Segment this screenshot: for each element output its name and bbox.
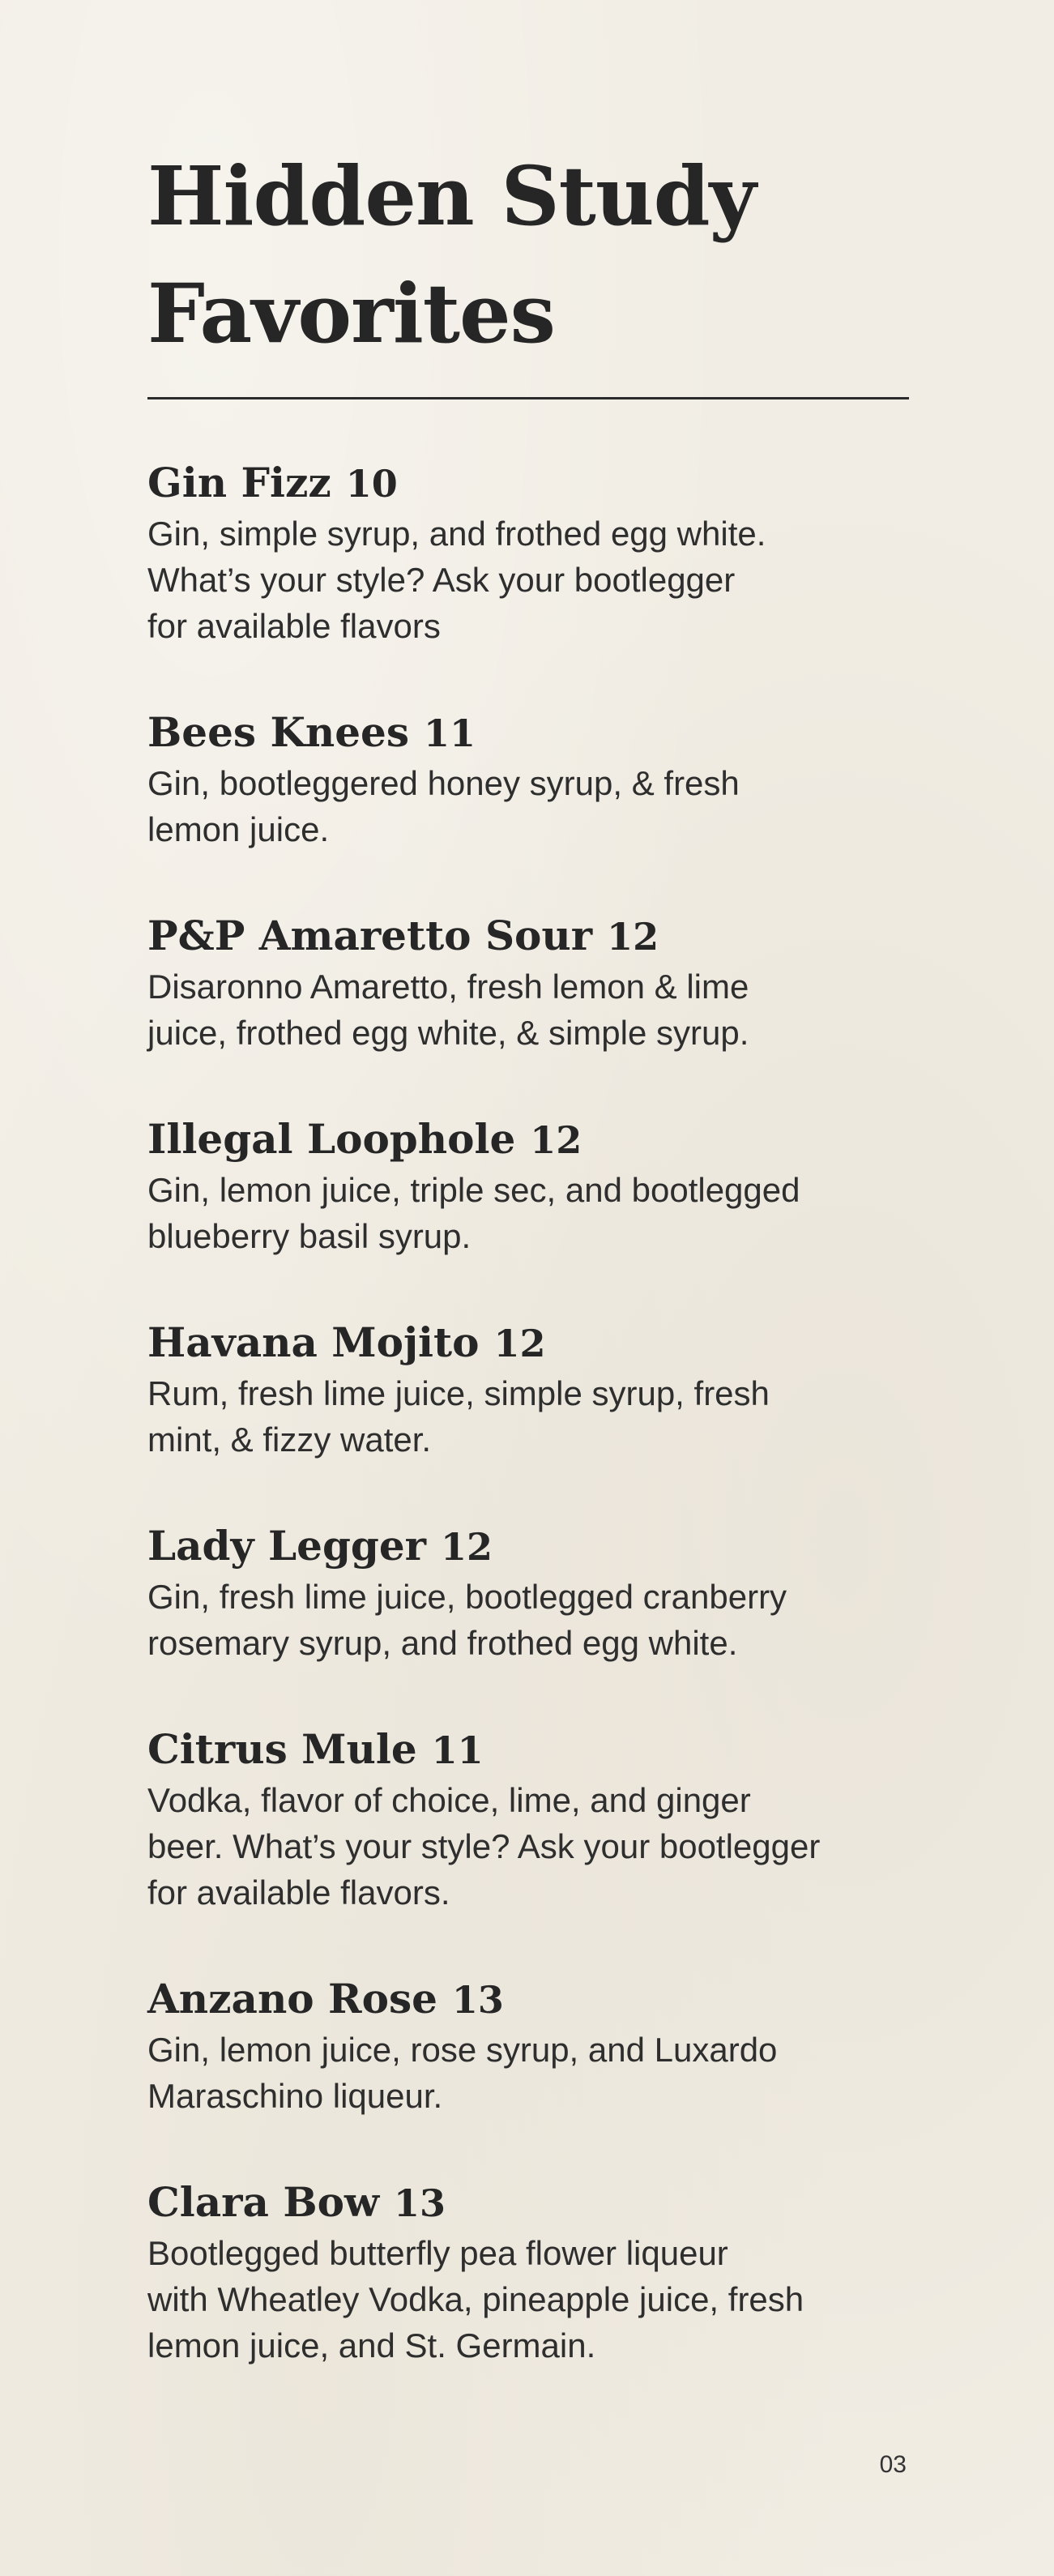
menu-item-description (147, 1777, 909, 1916)
menu-item-amaretto-sour (147, 911, 909, 1056)
menu-item-price: 11 (424, 711, 476, 755)
menu-item-name: Gin Fizz (147, 459, 331, 506)
description-line: rosemary syrup, and frothed egg white. (147, 1624, 738, 1662)
description-line: with Wheatley Vodka, pineapple juice, fresh (147, 2280, 804, 2318)
menu-item-description (147, 963, 909, 1056)
menu-item-price: 13 (451, 1978, 504, 2022)
menu-item-name: Illegal Loophole (147, 1115, 516, 1163)
menu-item-heading (147, 911, 909, 962)
menu-item-havana-mojito (147, 1318, 909, 1463)
description-line: Gin, bootleggered honey syrup, & fresh (147, 764, 740, 802)
description-line: juice, frothed egg white, & simple syrup. (147, 1014, 749, 1052)
description-line: Maraschino liqueur. (147, 2077, 443, 2115)
menu-title (147, 138, 909, 373)
description-line: mint, & fizzy water. (147, 1420, 432, 1459)
description-line: Gin, lemon juice, rose syrup, and Luxardo (147, 2031, 778, 2069)
menu-item-price: 12 (441, 1525, 493, 1569)
menu-item-description (147, 2027, 909, 2119)
description-line: Gin, lemon juice, triple sec, and bootlegged (147, 1171, 800, 1209)
menu-list (147, 458, 909, 2369)
menu-item-lady-legger (147, 1521, 909, 1666)
menu-item-price: 12 (607, 915, 659, 959)
menu-page (147, 138, 909, 2427)
menu-item-price: 11 (431, 1728, 484, 1772)
description-line: blueberry basil syrup. (147, 1217, 472, 1255)
menu-item-heading (147, 1724, 909, 1775)
menu-item-clara-bow (147, 2177, 909, 2369)
description-line: lemon juice. (147, 810, 330, 848)
description-line: Rum, fresh lime juice, simple syrup, fresh (147, 1374, 770, 1412)
description-line: What’s your style? Ask your bootlegger (147, 561, 736, 599)
menu-title-line: Favorites (147, 266, 555, 361)
menu-item-heading (147, 1974, 909, 2025)
description-line: Vodka, flavor of choice, lime, and ginger (147, 1781, 751, 1819)
menu-item-citrus-mule (147, 1724, 909, 1916)
menu-title-line: Hidden Study (147, 148, 756, 244)
menu-item-name: Lady Legger (147, 1522, 427, 1570)
menu-item-bees-knees (147, 707, 909, 852)
page-number: 03 (879, 2451, 907, 2478)
description-line: Bootlegged butterfly pea flower liqueur (147, 2234, 728, 2272)
menu-item-name: Havana Mojito (147, 1318, 480, 1366)
menu-item-description (147, 2230, 909, 2369)
menu-item-heading (147, 707, 909, 758)
description-line: Disaronno Amaretto, fresh lemon & lime (147, 968, 749, 1006)
menu-item-price: 10 (345, 462, 398, 506)
menu-item-gin-fizz (147, 458, 909, 649)
title-divider (147, 397, 909, 399)
menu-item-illegal-loophole (147, 1114, 909, 1259)
menu-item-description (147, 1370, 909, 1463)
menu-item-anzano-rose (147, 1974, 909, 2119)
menu-item-heading (147, 1114, 909, 1165)
menu-item-name: Anzano Rose (147, 1975, 437, 2023)
menu-item-name: P&P Amaretto Sour (147, 912, 593, 959)
menu-item-description (147, 511, 909, 649)
menu-item-name: Citrus Mule (147, 1725, 417, 1773)
menu-item-description (147, 1167, 909, 1259)
description-line: Gin, simple syrup, and frothed egg white. (147, 515, 766, 553)
menu-item-heading (147, 2177, 909, 2228)
description-line: for available flavors. (147, 1873, 450, 1912)
description-line: lemon juice, and St. Germain. (147, 2326, 596, 2365)
description-line: beer. What’s your style? Ask your bootlegger (147, 1827, 821, 1865)
menu-item-price: 12 (530, 1118, 582, 1162)
menu-item-price: 12 (493, 1322, 546, 1365)
menu-item-heading (147, 1318, 909, 1369)
menu-item-description (147, 760, 909, 852)
menu-item-name: Bees Knees (147, 708, 410, 756)
menu-item-name: Clara Bow (147, 2178, 379, 2226)
menu-item-heading (147, 1521, 909, 1572)
menu-item-heading (147, 458, 909, 509)
menu-item-price: 13 (394, 2181, 446, 2225)
menu-item-description (147, 1574, 909, 1666)
description-line: Gin, fresh lime juice, bootlegged cranberry (147, 1578, 787, 1616)
description-line: for available flavors (147, 607, 441, 645)
